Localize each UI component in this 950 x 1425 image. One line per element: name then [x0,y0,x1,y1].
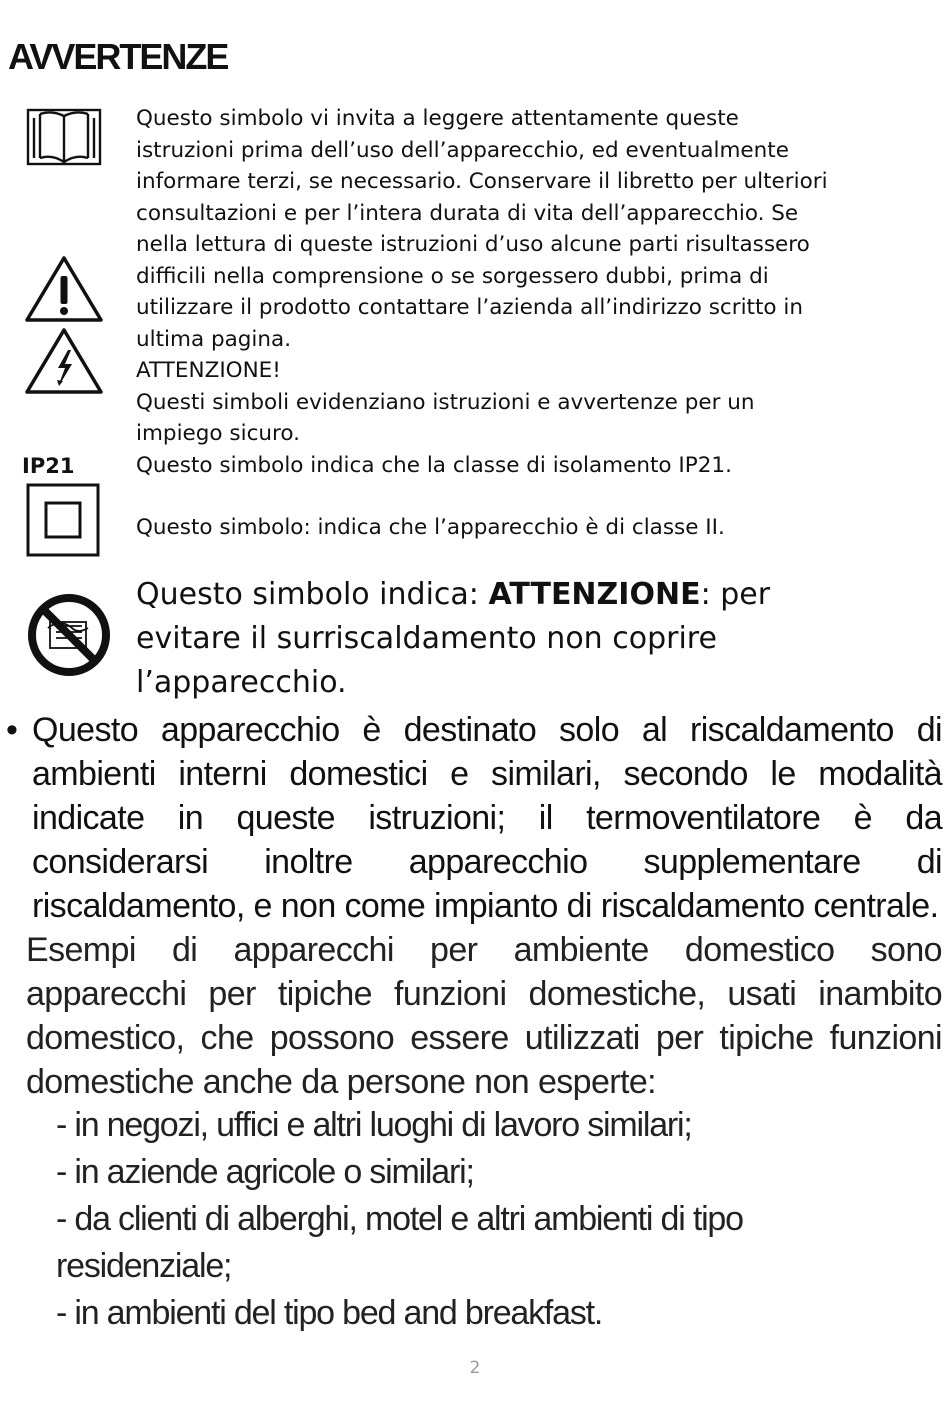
text-line: utilizzare il prodotto contattare l’azienda all’indirizzo scritto in [136,295,804,320]
text-line: difficili nella comprensione o se sorgessero dubbi, prima di [136,263,769,289]
text-line: ultima pagina. [136,326,292,352]
list-item: - da clienti di alberghi, motel e altri ambienti di tipo residenziale; [56,1200,743,1285]
notice-attention: ATTENZIONE [488,577,701,612]
bullet-text: Questo apparecchio è destinato solo al riscaldamento di ambienti interni domestici e similari, secondo le modalità indicate in queste istruzioni; il termoventilatore è da considerarsi inoltre apparecchio supplementare di riscaldamento, e non come impianto di riscaldamento centrale. [32,711,942,925]
text-line: nella lettura di queste istruzioni d’uso alcune parti risultassero [136,232,810,257]
text-line: impiego sicuro. [136,421,301,446]
list-item: - in ambienti del tipo bed and breakfast. [56,1294,603,1332]
bullet-point: • [6,711,18,749]
class-ii-double-square-icon [26,483,100,557]
examples-paragraph: Esempi di apparecchi per ambiente domestico sono apparecchi per tipiche funzioni domestiche, usati inambito domestico, che possono essere utilizzati per tipiche funzioni domestiche anche da persone non esperte: [26,931,942,1101]
text-line: consultazioni e per l’intera durata di vita dell’apparecchio. Se [136,200,799,226]
electric-shock-icon [24,326,104,396]
page-title: AVVERTENZE [8,36,228,77]
text-line: Questi simboli evidenziano istruzioni e avvertenze per un [136,389,755,415]
text-line: istruzioni prima dell’uso dell’apparecchio, ed eventualmente [136,137,789,163]
manual-book-icon [26,106,102,168]
page-number: 2 [469,1358,481,1378]
notice-line: evitare il surriscaldamento non coprire [136,621,717,656]
do-not-cover-icon [26,592,112,678]
usage-list [56,1102,916,1337]
ip21-label: IP21 [22,454,75,478]
text-line: Questo simbolo vi invita a leggere attentamente queste [136,106,739,131]
notice-rest: : per [700,577,771,612]
notice-prefix: Questo simbolo indica: [136,577,489,612]
list-item: - in aziende agricole o similari; [56,1153,474,1191]
usage-bullet [6,708,942,928]
do-not-cover-notice [136,573,926,705]
text-line: informare terzi, se necessario. Conservare il libretto per ulteriori [136,169,828,194]
warnings-text-block [136,103,926,544]
notice-line: l’apparecchio. [136,665,347,700]
list-item: - in negozi, uffici e altri luoghi di lavoro similari; [56,1106,692,1144]
warning-triangle-icon [24,254,104,324]
class-ii-description: Questo simbolo: indica che l’apparecchio è di classe II. [136,515,725,540]
attention-line: ATTENZIONE! [136,358,281,383]
ip21-description: Questo simbolo indica che la classe di isolamento IP21. [136,452,732,478]
